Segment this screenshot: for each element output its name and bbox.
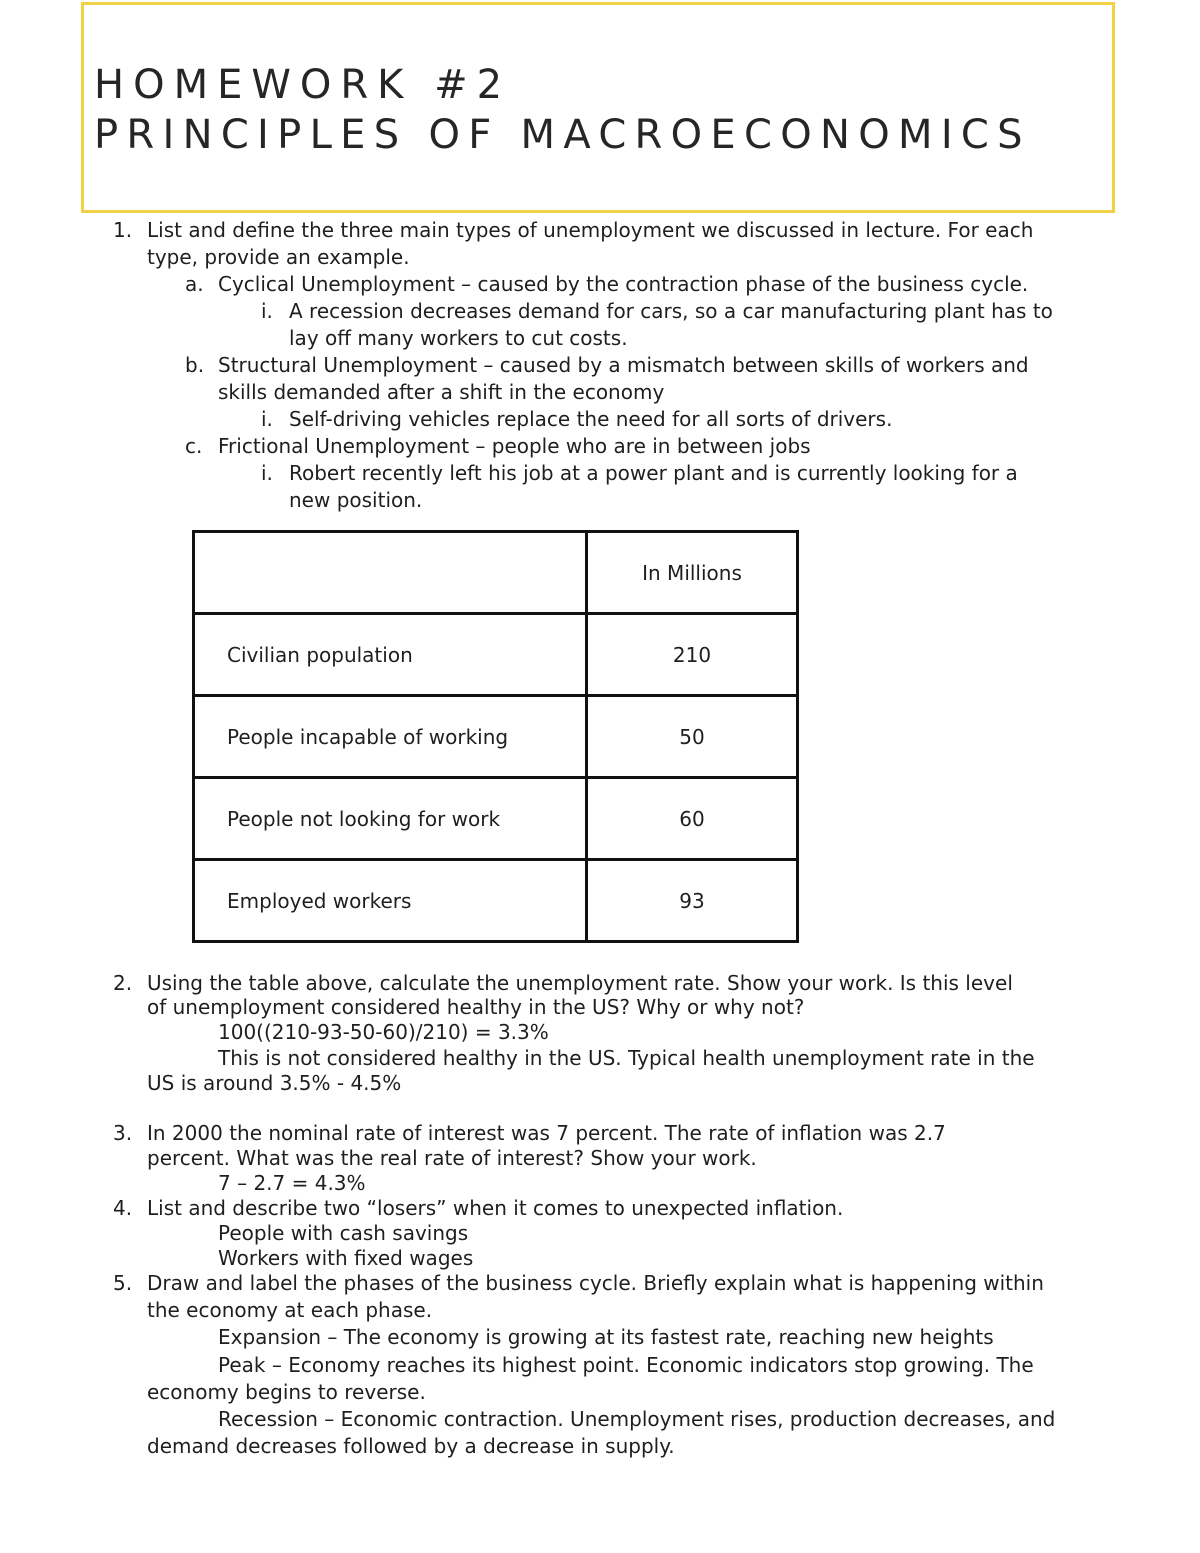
q1a-text: Cyclical Unemployment – caused by the contraction phase of the business cycle. [218,272,1029,296]
table-cell-value: 50 [587,696,798,778]
q1a-i-line2: lay off many workers to cut costs. [289,326,628,350]
table-header-row [194,532,798,614]
q2-calculation: 100((210-93-50-60)/210) = 3.3% [218,1020,549,1044]
q1b-i-text: Self-driving vehicles replace the need for all sorts of drivers. [289,407,893,431]
q1c-i-line2: new position. [289,488,423,512]
q5-expansion: Expansion – The economy is growing at its fastest rate, reaching new heights [218,1325,994,1349]
title-line-course: PRINCIPLES OF MACROECONOMICS [94,112,1031,158]
q3-number: 3. [113,1121,133,1145]
table-header-cell-label [194,532,587,614]
table-row [194,860,798,942]
q4-prompt: List and describe two “losers” when it comes to unexpected inflation. [147,1196,844,1220]
q5-recession-line1: Recession – Economic contraction. Unemployment rises, production decreases, and [218,1407,1056,1431]
q5-peak-line1: Peak – Economy reaches its highest point. Economic indicators stop growing. The [218,1353,1034,1377]
q5-peak-line2: economy begins to reverse. [147,1380,426,1404]
q1-prompt-line1: List and define the three main types of unemployment we discussed in lecture. For each [147,218,1034,242]
q4-answer-2: Workers with fixed wages [218,1246,474,1270]
q5-recession-line2: demand decreases followed by a decrease in supply. [147,1434,675,1458]
q1b-i-marker: i. [261,407,273,431]
q1c-i-line1: Robert recently left his job at a power plant and is currently looking for a [289,461,1018,485]
labor-force-table [192,530,799,943]
q5-prompt-line2: the economy at each phase. [147,1298,433,1322]
table-row [194,614,798,696]
title-box [81,2,1115,213]
table-cell-label: Employed workers [194,860,587,942]
q2-number: 2. [113,971,133,995]
q1a-i-line1: A recession decreases demand for cars, so a car manufacturing plant has to [289,299,1053,323]
table-cell-label: People incapable of working [194,696,587,778]
q1-number: 1. [113,218,133,242]
q1-prompt-line2: type, provide an example. [147,245,410,269]
q3-prompt-line1: In 2000 the nominal rate of interest was 7 percent. The rate of inflation was 2.7 [147,1121,946,1145]
table-header-cell-units: In Millions [587,532,798,614]
table-cell-label: Civilian population [194,614,587,696]
q1c-i-marker: i. [261,461,273,485]
q1b-line1: Structural Unemployment – caused by a mismatch between skills of workers and [218,353,1029,377]
table-cell-value: 93 [587,860,798,942]
q1c-text: Frictional Unemployment – people who are in between jobs [218,434,811,458]
q3-prompt-line2: percent. What was the real rate of interest? Show your work. [147,1146,757,1170]
table-cell-label: People not looking for work [194,778,587,860]
q1a-i-marker: i. [261,299,273,323]
q1b-line2: skills demanded after a shift in the economy [218,380,665,404]
q5-prompt-line1: Draw and label the phases of the business cycle. Briefly explain what is happening within [147,1271,1044,1295]
table-row [194,696,798,778]
q5-number: 5. [113,1271,133,1295]
q1c-marker: c. [185,434,203,458]
q2-answer-line2: US is around 3.5% - 4.5% [147,1071,402,1095]
table-row [194,778,798,860]
table-cell-value: 60 [587,778,798,860]
q4-number: 4. [113,1196,133,1220]
title-line-homework: HOMEWORK #2 [94,62,512,108]
q2-prompt-line2: of unemployment considered healthy in the US? Why or why not? [147,995,805,1019]
q2-answer-line1: This is not considered healthy in the US. Typical health unemployment rate in the [218,1046,1035,1070]
q2-prompt-line1: Using the table above, calculate the unemployment rate. Show your work. Is this level [147,971,1013,995]
q1b-marker: b. [185,353,205,377]
table-cell-value: 210 [587,614,798,696]
q3-calculation: 7 – 2.7 = 4.3% [218,1171,366,1195]
q1a-marker: a. [185,272,204,296]
q4-answer-1: People with cash savings [218,1221,469,1245]
